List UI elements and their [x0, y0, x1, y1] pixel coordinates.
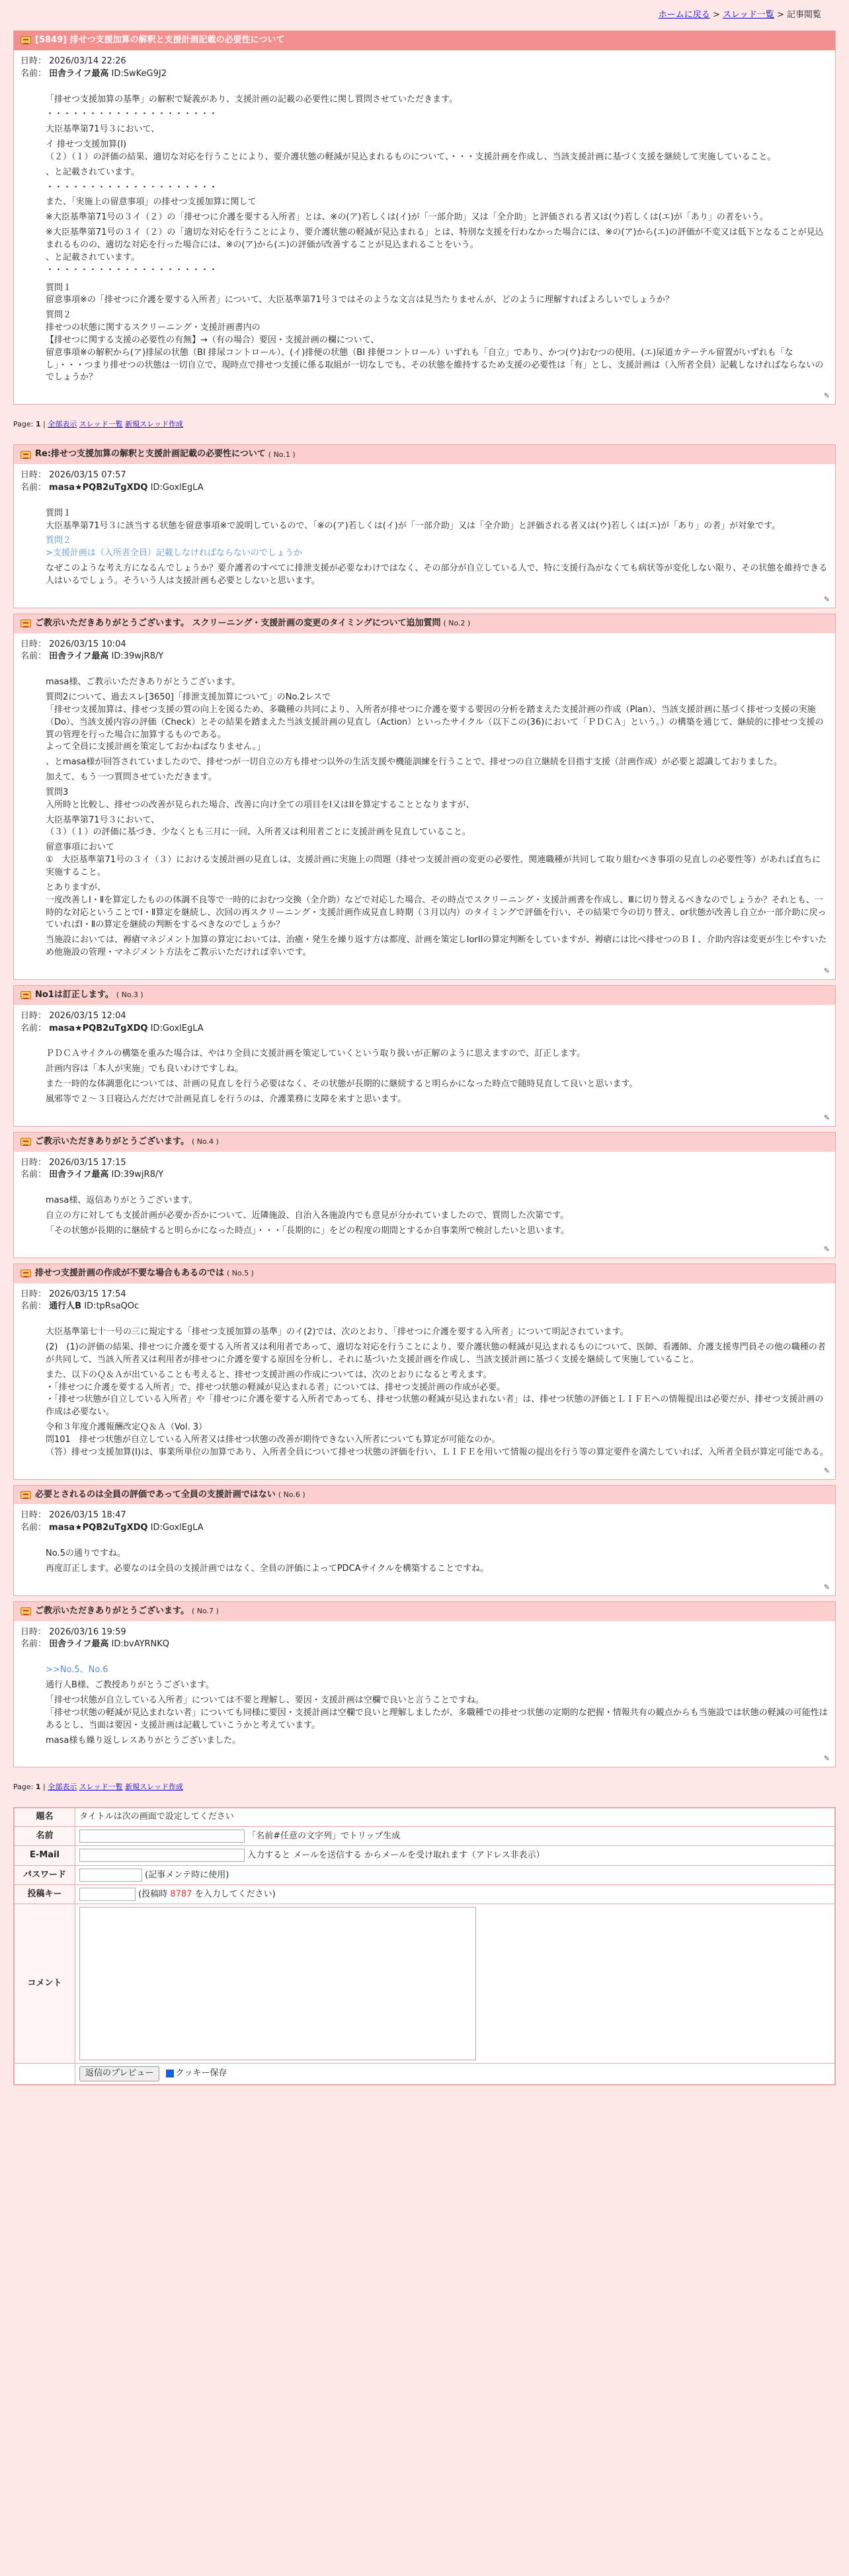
poster-id: ID:39wjR8/Y: [111, 651, 164, 662]
poster-name: 田舎ライフ最高: [49, 651, 109, 662]
body-line: 排せつの状態に関するスクリーニング・支援計画書内の: [46, 323, 261, 333]
post-meta: [14, 1152, 835, 1182]
post-date: 2026/03/16 19:59: [49, 1627, 126, 1637]
name-input[interactable]: [79, 1830, 245, 1843]
body-line: また、「実施上の留意事項」の排せつ支援加算に関して: [46, 197, 257, 208]
reply-post: [13, 985, 836, 1127]
body-line: ・「排せつ状態が自立している入所者」や「排せつに介護を要する入所者であっても、排せつ状態の軽減が見込まれない者」は、排せつ状態の評価とＬＩＦＥへの情報提出は必要だが、排せつ支援計画の作成は必要ない。: [46, 1394, 824, 1418]
name-label: 名前：: [20, 482, 47, 493]
name-label: 名前：: [20, 651, 47, 662]
reply-icon: [20, 1138, 31, 1146]
post-name-row: [20, 1522, 829, 1535]
post-name-row: [20, 68, 829, 81]
post-date: 2026/03/15 17:54: [49, 1289, 126, 1299]
post-date-row: [20, 56, 829, 68]
thread-post: [13, 30, 836, 405]
post-meta: [14, 1621, 835, 1652]
body-line: 一度改善しⅠ・Ⅱを算定したものの体調不良等で一時的におむつ交換（全介助）などで対応した場合、その時点でスクリーニング・支援計画書を作成し、Ⅲに切り替えるべきなのでしょうか？それとも、一時的な対応ということでⅠ・Ⅱ算定を継続し、次回の再スクリーニング・支援計画作成見直し時期（３月以内）のタイミングで評価を行い、その結果で今の切り替え、or状態が改善し自立か一部介助に戻っていればⅠ・Ⅱの算定を継続の判断をするべきなのでしょうか？: [46, 895, 827, 930]
body-line: masa様、返信ありがとうございます。: [46, 1195, 198, 1206]
title-value: タイトルは次の画面で設定してください: [75, 1808, 835, 1827]
body-line: (2) (1)の評価の結果、排せつに介護を要する入所者又は利用者であって、適切な対応を行うことにより、要介護状態の軽減が見込まれるものについて、医師、看護師、介護支援専門員その他の職種の者が共同して、当該入所者又は利用者が排せつに介護を要する原因を分析し、それに基づいた支援計画を作成し、当該支援計画に基づく支援を継続して実施していること。: [46, 1342, 826, 1365]
body-line: 令和３年度介護報酬改定Ｑ＆Ａ（Vol. 3）: [46, 1422, 207, 1433]
reply-post: [13, 444, 836, 608]
reply-icon: [20, 1269, 31, 1277]
poster-name: 通行人B: [49, 1301, 82, 1312]
reply-title: ご教示いただきありがとうございます。 スクリーニング・支援計画の変更のタイミングについて追加質問: [35, 618, 441, 628]
post-date: 2026/03/15 18:47: [49, 1510, 126, 1521]
post-date-row: [20, 1509, 829, 1522]
edit-icon[interactable]: ✎: [823, 594, 830, 604]
body-line: 入所時と比較し、排せつの改善が見られた場合、改善に向け全ての項目をI又はIIを算定することとなりますが、: [46, 799, 475, 810]
post-meta: [14, 633, 835, 664]
name-label: 名前: [15, 1827, 75, 1846]
body-line: ・・・・・・・・・・・・・・・・・・・・: [46, 182, 218, 192]
body-line: ・・・・・・・・・・・・・・・・・・・・: [46, 109, 218, 120]
post-key-hint-post: を入力してください): [192, 1889, 276, 1900]
poster-id: ID:tpRsaQOc: [84, 1301, 140, 1312]
new-thread-link[interactable]: 新規スレッド作成: [125, 1783, 183, 1792]
empty-cell: [15, 2064, 75, 2085]
name-label: 名前：: [20, 1023, 47, 1033]
body-line: ※大臣基準第71号の３イ（２）の「排せつに介護を要する入所者」とは、※の(ア)若しくは(イ)が「一部介助」又は「全介助」と評価される者又は(ウ)若しくは(エ)が「あり」の者をいう。: [46, 212, 768, 223]
post-key-input[interactable]: [79, 1888, 136, 1901]
reply-number: ( No.6 ): [278, 1490, 305, 1500]
reply-form-table: [14, 1808, 835, 2085]
post-name-row: [20, 651, 829, 663]
post-name-row: [20, 1301, 829, 1313]
reply-post: [13, 614, 836, 980]
edit-icon[interactable]: ✎: [823, 1466, 830, 1475]
reply-number: ( No.5 ): [227, 1269, 254, 1278]
post-meta: [14, 1283, 835, 1314]
body-line: イ 排せつ支援加算(I): [46, 140, 127, 150]
reply-title: 排せつ支援計画の作成が不要な場合もあるのでは: [35, 1268, 225, 1278]
body-line: 大臣基準第71号３において、: [46, 815, 160, 825]
reply-title: No1は訂正します。: [35, 989, 114, 1000]
post-body: [14, 81, 835, 391]
reply-title: 必要とされるのは全員の評価であって全員の支援計画ではない: [35, 1489, 276, 1500]
body-line: 「排せつ支援加算の基準」の解釈で疑義があり、支援計画の記載の必要性に関し質問させていただきます。: [46, 94, 458, 104]
post-body: [14, 495, 835, 594]
post-header: [14, 1133, 835, 1152]
new-thread-link[interactable]: 新規スレッド作成: [125, 420, 183, 429]
post-date-row: [20, 469, 829, 482]
reply-list: [13, 444, 836, 1767]
body-line: 「排せつ状態の軽減が見込まれない者」についても同様に要因・支援計画は空欄で良いと理解しましたが、多職種での排せつ状態の定期的な把握・情報共有の観点からも当施設では状態の軽減の可能性はあるとし、当面は要因・支援計画は記載していこうかと考えています。: [46, 1707, 828, 1730]
top-nav: [0, 0, 849, 30]
post-header: [14, 1486, 835, 1505]
poster-id: ID:GoxlEgLA: [150, 1523, 204, 1533]
pager: [13, 410, 836, 444]
post-body: [14, 1651, 835, 1753]
body-line: ※大臣基準第71号の３イ（２）の「適切な対応を行うことにより、要介護状態の軽減が見込まれる」とは、特別な支援を行わなかった場合には、※の(ア)から(エ)の評価が不変又は低下となることが見込まれるものの、適切な対応を行った場合には、※の(ア)から(エ)の評価が改善することが見込まれることをいう。: [46, 227, 824, 250]
cookie-checkbox[interactable]: [166, 2070, 174, 2077]
reply-icon: [20, 620, 31, 627]
post-date-row: [20, 1627, 829, 1639]
comment-label: コメント: [15, 1904, 75, 2064]
name-label: 名前：: [20, 1523, 47, 1533]
post-date: 2026/03/15 17:15: [49, 1157, 126, 1168]
post-name-row: [20, 1023, 829, 1035]
body-line: （答）排せつ支援加算(I)は、事業所単位の加算であり、入所者全員について排せつ状態の評価を行い、ＬＩＦＥを用いて情報の提出を行う等の算定要件を満たしていれば、入所者全員が算定可能である。: [46, 1447, 829, 1457]
poster-id: ID:SwKeG9J2: [111, 68, 167, 79]
post-date: 2026/03/15 07:57: [49, 469, 126, 480]
reply-number: ( No.7 ): [191, 1607, 219, 1616]
name-label: 名前：: [20, 1301, 47, 1312]
poster-name: 田舎ライフ最高: [49, 1639, 109, 1650]
post-date-row: [20, 1157, 829, 1170]
date-label: 日時：: [20, 639, 47, 649]
reply-title: ご教示いただきありがとうございます。: [35, 1136, 189, 1147]
reply-number: ( No.3 ): [116, 990, 143, 1000]
post-name-row: [20, 482, 829, 495]
poster-name: 田舎ライフ最高: [49, 68, 109, 79]
post-body: [14, 1035, 835, 1112]
edit-icon[interactable]: ✎: [823, 1582, 830, 1591]
current-page-label: 記事閲覧: [786, 10, 821, 20]
body-line: 留意事項※の「排せつに介護を要する入所者」について、大臣基準第71号３ではそのような文言は見当たりませんが、どのように理解すればよろしいでしょうか？: [46, 295, 674, 305]
reply-title: Re:排せつ支援加算の解釈と支援計画記載の必要性について: [35, 449, 266, 460]
home-link[interactable]: ホームに戻る: [658, 10, 710, 20]
title-label: 題名: [15, 1808, 75, 1827]
body-line: No.5の通りですね。: [46, 1549, 126, 1559]
pager-label: Page:: [13, 1783, 34, 1792]
date-label: 日時：: [20, 1157, 47, 1168]
edit-icon[interactable]: ✎: [823, 1244, 830, 1254]
bottom-spacer: [13, 2085, 836, 2112]
body-line: ＰＤＣＡサイクルの構築を重みた場合は、やはり全員に支援計画を策定していくという取り扱いが正解のように思えますので、訂正します。: [46, 1049, 586, 1059]
poster-id: ID:bvAYRNKQ: [111, 1639, 170, 1650]
reply-icon: [20, 451, 31, 459]
post-body: [14, 1313, 835, 1465]
body-line: 質問2について、過去スレ[3650]「排泄支援加算について」のNo.2レスで: [46, 692, 331, 703]
preview-button[interactable]: 返信のプレビュー: [79, 2066, 159, 2081]
password-hint: (記事メンテ時に使用): [145, 1870, 229, 1880]
show-all-link[interactable]: 全部表示: [48, 1783, 77, 1792]
pager: [13, 1773, 836, 1807]
poster-name: 田舎ライフ最高: [49, 1170, 109, 1180]
body-line: （３）（１）の評価に基づき、少なくとも三月に一回、入所者又は利用者ごとに支援計画を見直していること。: [46, 827, 471, 838]
pager-current: 1: [35, 420, 41, 429]
post-body: [14, 1535, 835, 1582]
post-header: [14, 614, 835, 633]
pager-sep: |: [40, 1783, 48, 1792]
post-key-hint-pre: (投稿時: [138, 1889, 171, 1900]
body-line: 質問１: [46, 508, 72, 518]
nav-sep: >: [709, 10, 723, 20]
reply-post: [13, 1132, 836, 1258]
post-header: [14, 1264, 835, 1283]
date-label: 日時：: [20, 1627, 47, 1637]
reply-post: [13, 1264, 836, 1480]
thread-list-link[interactable]: スレッド一覧: [79, 420, 123, 429]
post-date-row: [20, 1289, 829, 1301]
reply-post: [13, 1601, 836, 1768]
post-header: [14, 1602, 835, 1621]
reply-icon: [20, 991, 31, 999]
date-label: 日時：: [20, 469, 47, 480]
post-key-code: 8787: [170, 1889, 192, 1900]
reply-icon: [20, 1491, 31, 1499]
body-line: 大臣基準第71号３において、: [46, 124, 160, 135]
body-line: 留意事項※の解釈から(ア)排尿の状態（BI 排尿コントロール）、(イ)排便の状態（BI 排便コントロール）いずれも「自立」であり、かつ(ウ)おむつの使用、(エ)尿道カテーテル留置がいずれも「なし」・・・つまり排せつの状態は一切自立で、現時点で排せつ支援に係る取組が一切なしでも、その状態を維持するため支援の必要性は「有」とし、支援計画は（入所者全員）記載しなければならないのでしょうか？: [46, 347, 824, 383]
body-line: masa様、ご教示いただきありがとうございます。: [46, 677, 241, 688]
body-line: 、と記載されています。: [46, 167, 140, 177]
show-all-link[interactable]: 全部表示: [48, 420, 77, 429]
name-label: 名前：: [20, 1639, 47, 1650]
cookie-label: クッキー保存: [175, 2068, 227, 2079]
body-line: 問101 排せつ状態が自立している入所者又は排せつ状態の改善が期待できない入所者についても算定が可能なのか。: [46, 1434, 501, 1445]
body-line: 計画内容は「本人が実施」でも良いわけですしね。: [46, 1064, 244, 1074]
body-line: なぜこのような考え方になるんでしょうか？要介護者のすべてに排泄支援が必要なわけではなく、その部分が自立している人で、特に支援行為がなくても病状等が変化しない限り、その状態を維持できる人はいるでしょう。そういう人は支援計画も必要としないと思います。: [46, 563, 828, 586]
poster-name: masa★PQB2uTgXDQ: [49, 1023, 148, 1033]
post-body: [14, 1182, 835, 1244]
date-label: 日時：: [20, 1510, 47, 1521]
name-label: 名前：: [20, 1170, 47, 1180]
name-label: 名前：: [20, 68, 47, 79]
body-line: 【排せつに関する支援の必要性の有無】→（有の場合）要因・支援計画の欄について、: [46, 335, 380, 345]
reply-number: ( No.2 ): [443, 619, 471, 628]
body-line: 大臣基準第七十一号の三に規定する「排せつ支援加算の基準」のイ(2)では、次のとおり、「排せつに介護を要する入所者」について明記されています。: [46, 1327, 629, 1338]
thread-icon: [20, 36, 31, 44]
reply-form: [13, 1807, 836, 2085]
password-label: パスワード: [15, 1865, 75, 1884]
body-line: 留意事項において: [46, 842, 115, 853]
poster-name: masa★PQB2uTgXDQ: [49, 1523, 148, 1533]
poster-id: ID:GoxlEgLA: [150, 1023, 204, 1033]
edit-icon[interactable]: ✎: [823, 966, 830, 975]
body-line: >支援計画は（入所者全員）記載しなければならないのでしょうか: [46, 548, 302, 559]
post-header: [14, 986, 835, 1005]
reply-number: ( No.1 ): [268, 450, 296, 459]
body-line: 質問２: [46, 310, 72, 321]
nav-sep: >: [774, 10, 787, 20]
body-line: 「排せつ状態が自立している入所者」については不要と理解し、要因・支援計画は空欄で良いと言うことですね。: [46, 1695, 484, 1705]
body-line: 質問１: [46, 282, 72, 293]
reply-title: ご教示いただきありがとうございます。: [35, 1605, 189, 1616]
password-input[interactable]: [79, 1869, 142, 1882]
post-meta: [14, 1504, 835, 1535]
email-label: E-Mail: [15, 1846, 75, 1865]
body-line: 「その状態が長期的に継続すると明らかになった時点」・・・「長期的に」をどの程度の期間とするか自事業所で検討したいと思います。: [46, 1225, 569, 1236]
post-name-row: [20, 1169, 829, 1182]
body-line: >>No.5、No.6: [46, 1665, 108, 1675]
thread-list-link[interactable]: スレッド一覧: [79, 1783, 123, 1792]
post-header: [14, 31, 835, 50]
edit-icon[interactable]: ✎: [823, 1754, 830, 1763]
body-line: 通行人B様、ご教授ありがとうございます。: [46, 1680, 214, 1691]
post-name-row: [20, 1638, 829, 1651]
reply-post: [13, 1485, 836, 1596]
body-line: 自立の方に対しても支援計画が必要か否かについて、近隣施設、自治入各施設内でも意見が分かれていましたので、質問した次第です。: [46, 1211, 569, 1221]
date-label: 日時：: [20, 1010, 47, 1021]
body-line: 質問２: [46, 536, 72, 546]
body-line: とありますが、: [46, 882, 106, 893]
body-line: 再度訂正します。必要なのは全員の支援計画ではなく、全員の評価によってPDCAサイクルを構築することですね。: [46, 1563, 489, 1574]
body-line: ① 大臣基準第71号の３イ（３）における支援計画の見直しは、支援計画に実施上の問題（排せつ支援計画の変更の必要性、関連職種が共同して取り組むべき事項の見直しの必要性等）があれば直ちに実施すること。: [46, 855, 821, 877]
body-line: 質問3: [46, 787, 69, 797]
poster-id: ID:GoxlEgLA: [150, 482, 204, 493]
body-line: 、と記載されています。: [46, 252, 140, 262]
post-date: 2026/03/15 10:04: [49, 639, 126, 649]
main-content: [13, 30, 836, 2112]
post-date-row: [20, 1010, 829, 1023]
post-body: [14, 663, 835, 966]
body-line: 当施設においては、褥瘡マネジメント加算の算定においては、治癒・発生を繰り返す方は都度、計画を策定しIorIIの算定判断をしていますが、褥瘡には比べ排せつのＢＩ、介助内容は変更が生じやすいため他施設の管理・マネジメント方法をご教示いただければ幸いです。: [46, 935, 827, 958]
thread-list-link[interactable]: スレッド一覧: [722, 10, 774, 20]
body-line: また一時的な体調悪化については、計画の見直しを行う必要はなく、その状態が長期的に継続すると明らかになった時点で随時見直して良いと思います。: [46, 1079, 638, 1090]
body-line: 大臣基準第71号３に該当する状態を留意事項※で説明しているので、「※の(ア)若しくは(イ)が「一部介助」又は「全介助」と評価される者又は(ウ)若しくは(エ)が「あり」の者」が対象です。: [46, 520, 781, 531]
email-input[interactable]: [79, 1849, 245, 1862]
body-line: ・「排せつに介護を要する入所者」で、排せつ状態の軽減が見込まれる者」については、排せつ支援計画の作成が必要。: [46, 1382, 505, 1392]
name-hint: 「名前#任意の文字列」でトリップ生成: [247, 1831, 401, 1841]
post-meta: [14, 464, 835, 495]
email-hint: 入力すると メールを送信する からメールを受け取れます（アドレス非表示）: [247, 1850, 545, 1861]
post-meta: [14, 50, 835, 81]
body-line: ・・・・・・・・・・・・・・・・・・・・: [46, 264, 218, 275]
poster-name: masa★PQB2uTgXDQ: [49, 482, 148, 493]
post-meta: [14, 1005, 835, 1035]
reply-number: ( No.4 ): [191, 1137, 219, 1147]
pager-current: 1: [35, 1783, 41, 1792]
body-line: 「排せつ支援加算は、排せつ支援の質の向上を図るため、多職種の共同により、入所者が排せつに介護を要する要因の分析を踏まえた支援計画の作成（Plan）、当該支援計画に基づく排せつ支援の実施（Do）、当該支援内容の評価（Check）とその結果を踏まえた当該支援計画の見直し（Action）といったサイクル（以下この(36)において「ＰＤＣＡ」という。）の構築を通じて、継続的に排せつ支援の質の管理を行った場合に加算するものである。: [46, 704, 824, 740]
reply-icon: [20, 1607, 31, 1615]
body-line: masa様も繰り返しレスありがとうございました。: [46, 1735, 241, 1746]
poster-id: ID:39wjR8/Y: [111, 1170, 164, 1180]
date-label: 日時：: [20, 1289, 47, 1299]
edit-icon[interactable]: ✎: [823, 391, 830, 401]
body-line: よって全員に支援計画を策定しておかねばなりません。」: [46, 742, 266, 752]
body-line: また、以下のＱ＆Ａが出ていることも考えると、排せつ支援計画の作成については、次のとおりになると考えます。: [46, 1369, 492, 1380]
post-date: 2026/03/15 12:04: [49, 1010, 126, 1021]
thread-title: [5849] 排せつ支援加算の解釈と支援計画記載の必要性について: [35, 35, 285, 45]
body-line: 加えて、もう一つ質問させていただきます。: [46, 772, 217, 783]
edit-icon[interactable]: ✎: [823, 1113, 830, 1122]
date-label: 日時：: [20, 56, 47, 66]
pager-label: Page:: [13, 420, 34, 429]
body-line: （２）（１）の評価の結果、適切な対応を行うことにより、要介護状態の軽減が見込まれるものについて、・・・支援計画を作成し、当該支援計画に基づく支援を継続して実施していること。: [46, 151, 776, 162]
comment-textarea[interactable]: [79, 1907, 476, 2060]
pager-sep: |: [40, 420, 48, 429]
post-key-label: 投稿キー: [15, 1885, 75, 1904]
post-date-row: [20, 639, 829, 651]
body-line: 風邪等で２～３日寝込んだだけで計画見直しを行うのは、介護業務に支障を来すと思います。: [46, 1094, 406, 1104]
body-line: 、とmasa様が回答されていましたので、排せつが一切自立の方も排せつ以外の生活支援や機能訓練を行うことで、排せつの自立継続を目指す支援（計画作成）が必要と認識しておりました。: [46, 757, 782, 768]
post-header: [14, 445, 835, 464]
post-date: 2026/03/14 22:26: [49, 56, 126, 66]
